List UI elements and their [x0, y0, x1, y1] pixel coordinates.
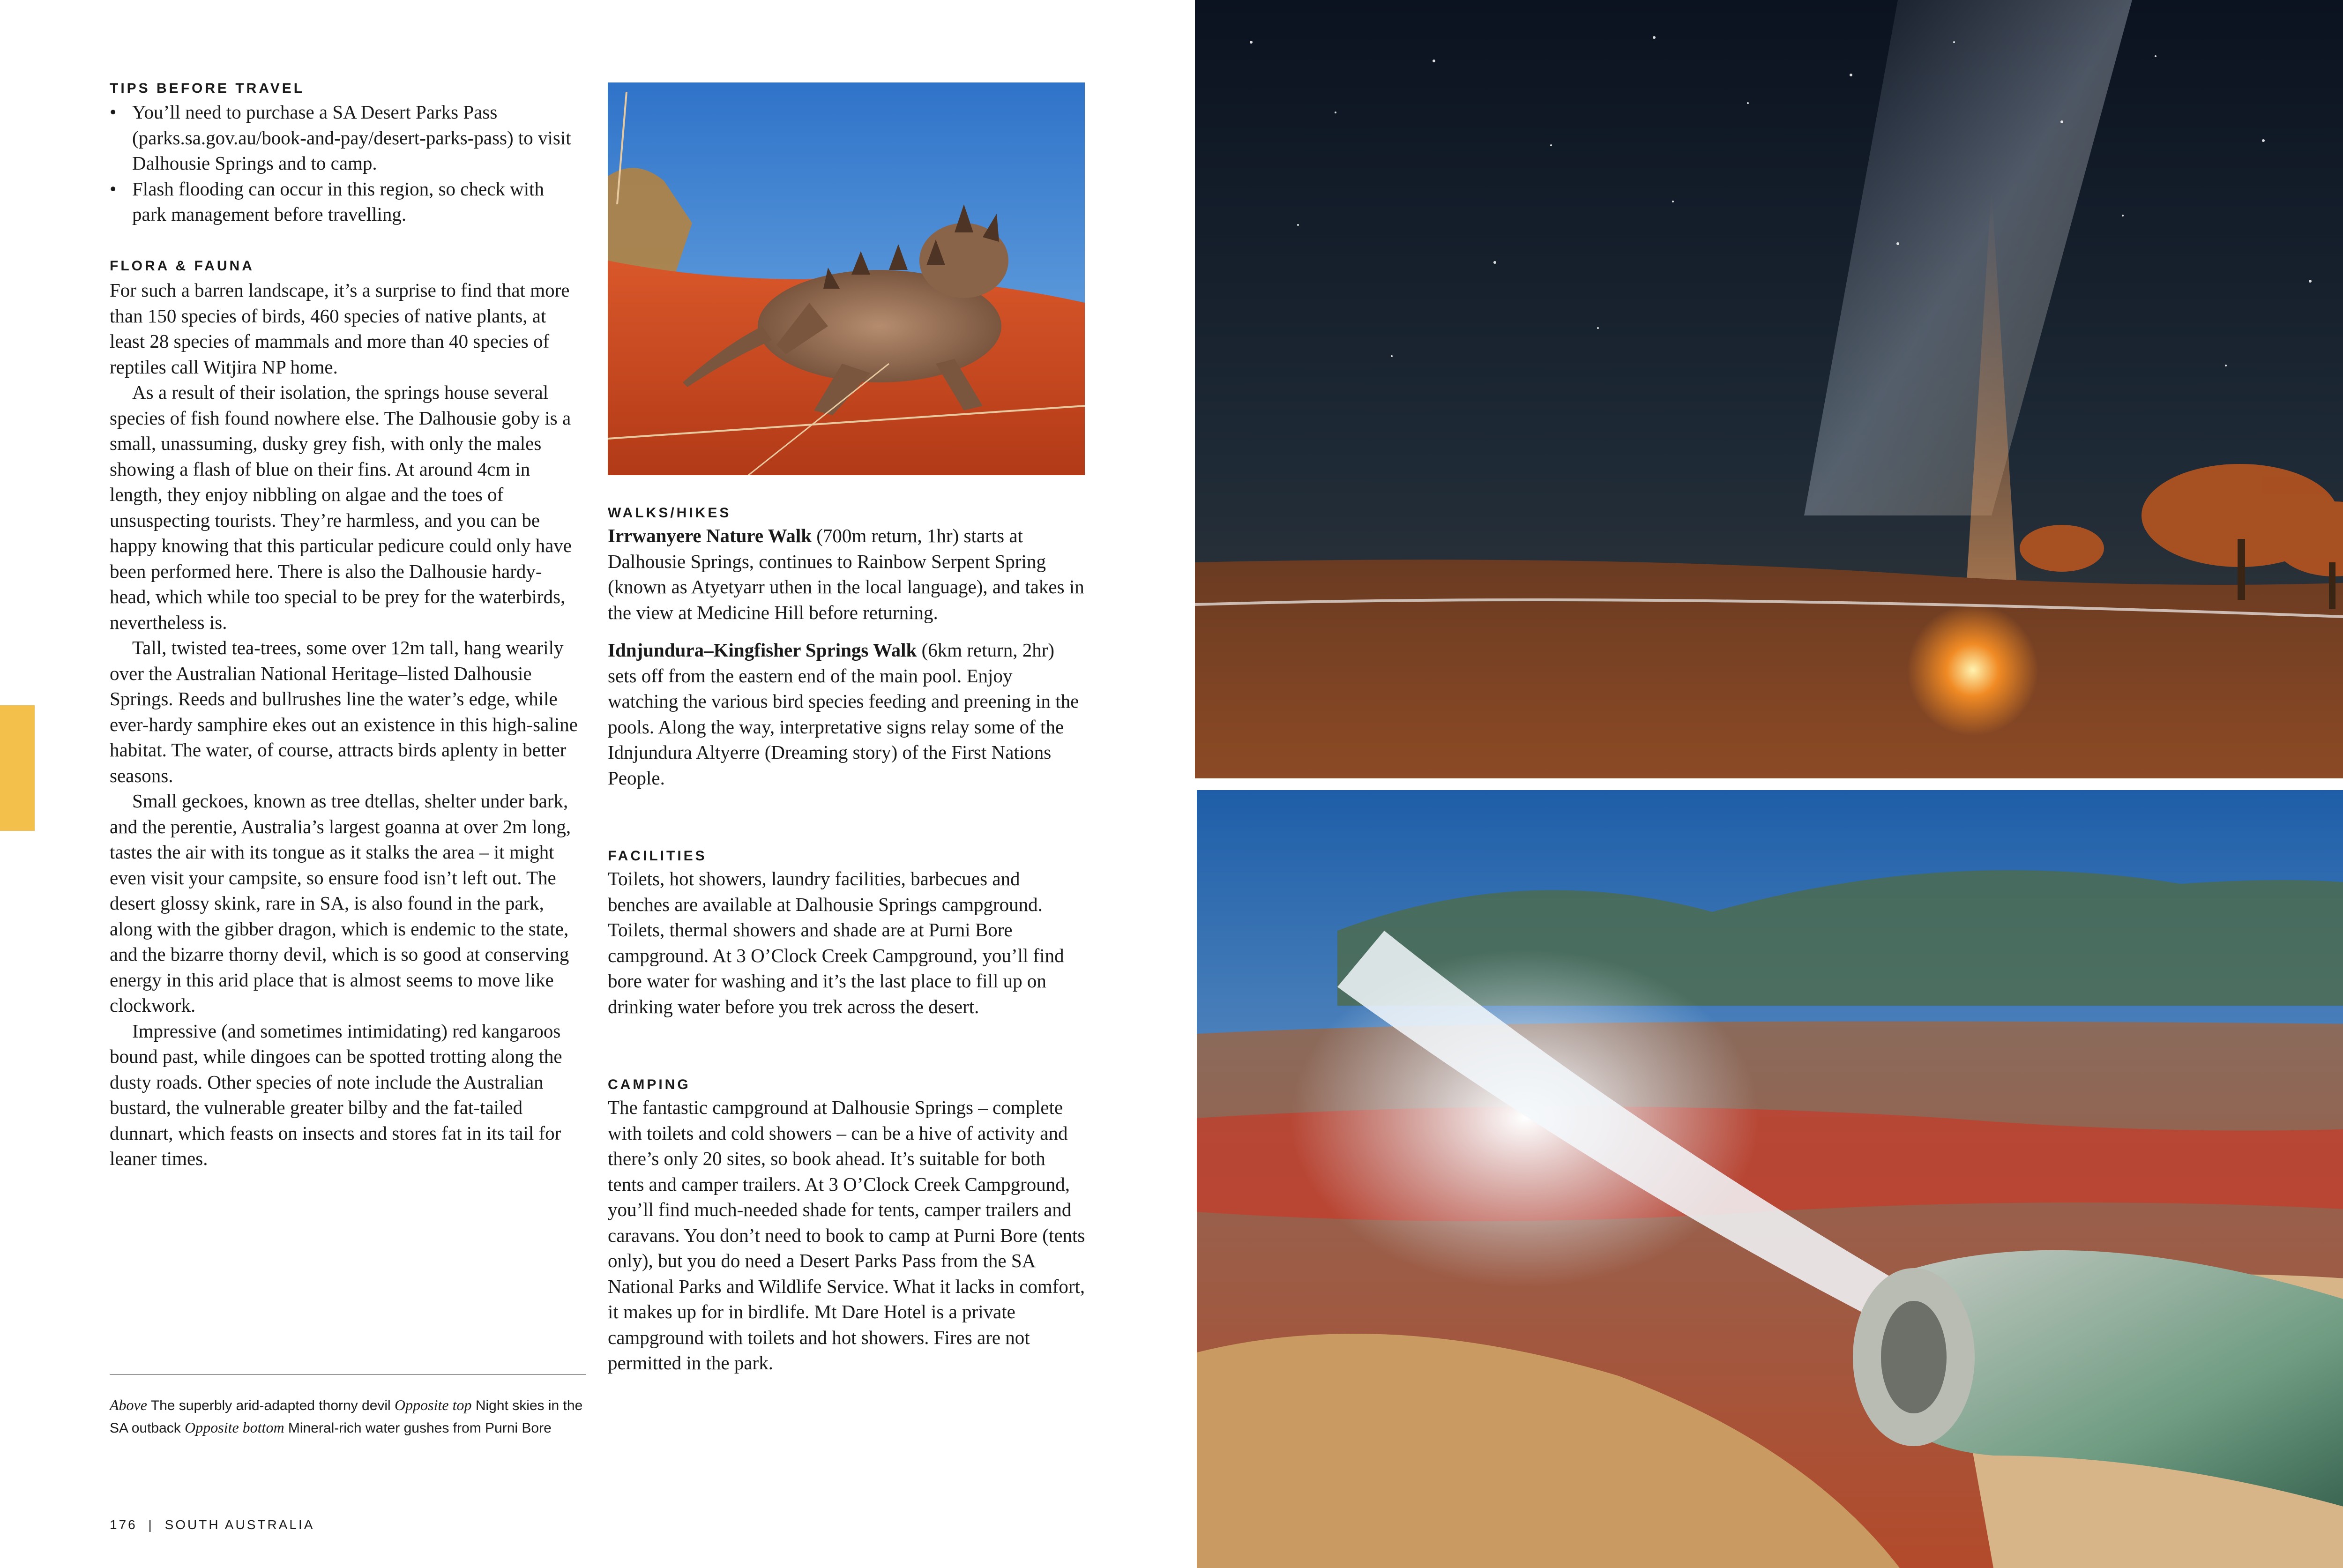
caption-text: Night skies in the SA outback — [110, 1398, 583, 1436]
photo-caption — [110, 1394, 583, 1439]
night-sky-image — [1195, 0, 2343, 778]
walk-description: (700m return, 1hr) starts at Dalhousie Springs, continues to Rainbow Serpent Spring (known as Atyetyarr uthen in the local language), and takes in the view at Medicine Hill before returning. — [608, 525, 1084, 623]
purni-bore-photo — [1197, 790, 2343, 1568]
caption-label: Opposite bottom — [185, 1419, 284, 1436]
flora-fauna-heading: FLORA & FAUNA — [110, 258, 254, 274]
facilities-body — [608, 866, 1086, 1019]
caption-label: Opposite top — [395, 1396, 472, 1413]
page-folio — [110, 1517, 314, 1532]
tips-heading: TIPS BEFORE TRAVEL — [110, 81, 305, 96]
camping-body — [608, 1095, 1086, 1376]
camping-heading: CAMPING — [608, 1077, 691, 1092]
body-paragraph: The fantastic campground at Dalhousie Springs – complete with toilets and cold showers – can be a hive of activity and there’s only 20 sites, so book ahead. It’s suitable for both tents and camper trailers. At 3 O’Clock Creek Campground, you’ll find much-needed shade for tents, camper trailers and caravans. You don’t need to book to camp at Purni Bore (tents only), but you do need a Desert Parks Pass from the SA National Parks and Wildlife Service. What it lacks in comfort, it makes up for in birdlife. Mt Dare Hotel is a private campground with toilets and hot showers. Fires are not permitted in the park. — [608, 1097, 1085, 1374]
walk-item — [608, 637, 1086, 791]
walk-name: Irrwanyere Nature Walk — [608, 525, 812, 546]
purni-bore-image — [1197, 790, 2343, 1568]
body-paragraph: For such a barren landscape, it’s a surprise to find that more than 150 species of birds, 460 species of native plants, at least 28 species of mammals and more than 40 species of reptiles call Witjira NP home. — [110, 279, 570, 378]
caption-text: Mineral-rich water gushes from Purni Bore — [284, 1420, 552, 1436]
section-name: SOUTH AUSTRALIA — [164, 1517, 315, 1532]
caption-text: The superbly arid-adapted thorny devil — [147, 1398, 395, 1413]
walks-body — [608, 523, 1086, 791]
night-sky-photo — [1195, 0, 2343, 778]
walks-heading: WALKS/HIKES — [608, 505, 731, 521]
body-paragraph: Toilets, hot showers, laundry facilities, barbecues and benches are available at Dalhousie Springs campground. Toilets, thermal showers and shade are at Purni Bore campground. At 3 O’Clock Creek Campground, you’ll find bore water for washing and it’s the last place to fill up on drinking water before you trek across the desert. — [608, 868, 1064, 1017]
section-tab-left — [0, 705, 35, 831]
tips-bullet: • You’ll need to purchase a SA Desert Parks Pass (parks.sa.gov.au/book-and-pay/desert-parks-pass) to visit Dalhousie Springs and to camp. — [110, 99, 583, 176]
page-number: 176 — [110, 1517, 137, 1532]
tips-bullet: • Flash flooding can occur in this region, so check with park management before travelling. — [110, 176, 583, 227]
thorny-devil-photo — [608, 82, 1085, 475]
body-paragraph: Small geckoes, known as tree dtellas, shelter under bark, and the perentie, Australia’s largest goanna at over 2m long, tastes the air with its tongue as it stalks the area – it might even visit your campsite, so ensure food isn’t left out. The desert glossy skink, rare in SA, is also found in the park, along with the gibber dragon, which is endemic to the state, and the bizarre thorny devil, which is so good at conserving energy in this arid place that is almost seems to move like clockwork. — [110, 790, 571, 1016]
walk-description: (6km return, 2hr) sets off from the eastern end of the main pool. Enjoy watching the various bird species feeding and preening in the pools. Along the way, interpretative signs relay some of the Idnjundura Altyerre (Dreaming story) of the First Nations People. — [608, 639, 1079, 789]
body-paragraph: Tall, twisted tea-trees, some over 12m tall, hang wearily over the Australian National Heritage–listed Dalhousie Springs. Reeds and bullrushes line the water’s edge, while ever-hardy samphire ekes out an existence in this high-saline habitat. The water, of course, attracts birds aplenty in better seasons. — [110, 637, 578, 786]
body-paragraph: As a result of their isolation, the springs house several species of fish found nowhere else. The Dalhousie goby is a small, unassuming, dusky grey fish, with only the males showing a flash of blue on their fins. At around 4cm in length, they enjoy nibbling on algae and the toes of unsuspecting tourists. They’re harmless, and you can be happy knowing that this particular pedicure could only have been performed here. There is also the Dalhousie hardy-head, which while too special to be prey for the waterbirds, nevertheless is. — [110, 381, 572, 633]
walk-item — [608, 523, 1086, 625]
folio-separator: | — [148, 1517, 154, 1532]
caption-divider — [110, 1374, 586, 1375]
tips-list — [110, 99, 583, 227]
caption-label: Above — [110, 1396, 147, 1413]
facilities-heading: FACILITIES — [608, 848, 707, 864]
thorny-devil-image — [608, 82, 1085, 475]
body-paragraph: Impressive (and sometimes intimidating) red kangaroos bound past, while dingoes can be spotted trotting along the dusty roads. Other species of note include the Australian bustard, the vulnerable greater bilby and the fat-tailed dunnart, which feasts on insects and stores fat in its tail for leaner times. — [110, 1020, 562, 1169]
flora-fauna-body — [110, 277, 583, 1172]
walk-name: Idnjundura–Kingfisher Springs Walk — [608, 639, 917, 661]
